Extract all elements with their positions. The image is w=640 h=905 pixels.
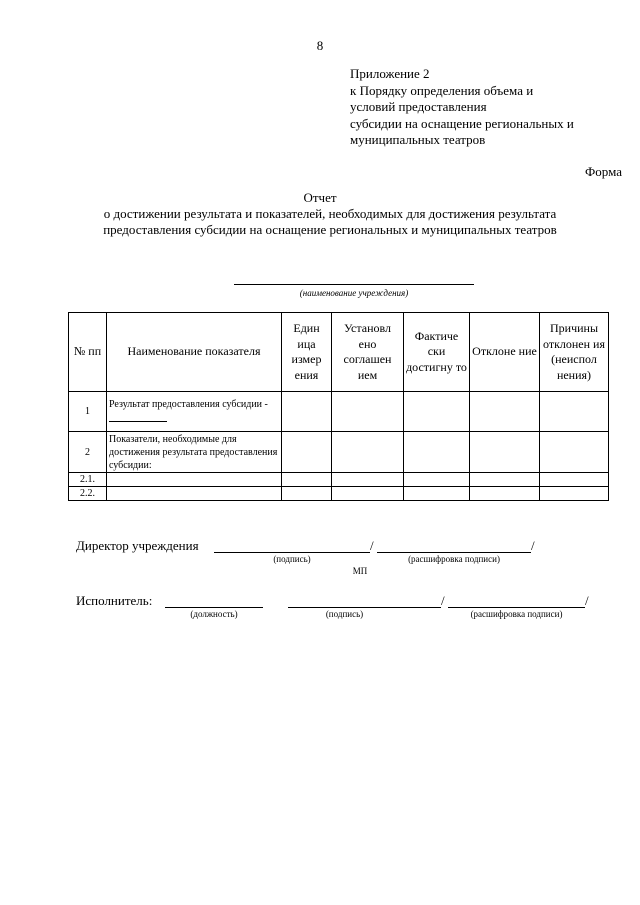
director-decoding-line[interactable] bbox=[377, 552, 531, 553]
appendix-line: к Порядку определения объема и bbox=[350, 82, 534, 98]
page-number: 8 bbox=[316, 38, 324, 53]
col-header-number: № пп bbox=[69, 313, 107, 392]
director-label: Директор учреждения bbox=[76, 538, 199, 553]
cell-actual[interactable] bbox=[404, 392, 470, 432]
cell-unit[interactable] bbox=[282, 473, 332, 487]
cell-unit[interactable] bbox=[282, 392, 332, 432]
executor-signature-line[interactable] bbox=[288, 607, 441, 608]
cell-actual[interactable] bbox=[404, 432, 470, 473]
appendix-note bbox=[350, 66, 574, 149]
executor-position-line[interactable] bbox=[165, 607, 263, 608]
director-signature-line[interactable] bbox=[214, 552, 370, 553]
cell-agreed[interactable] bbox=[332, 392, 404, 432]
slash-separator: / bbox=[585, 593, 589, 608]
appendix-line: муниципальных театров bbox=[350, 132, 486, 148]
row-name-cell bbox=[107, 392, 282, 432]
col-header-actual: Фактиче ски достигну то bbox=[404, 313, 470, 392]
cell-deviation[interactable] bbox=[470, 392, 540, 432]
cell-deviation[interactable] bbox=[470, 473, 540, 487]
cell-deviation[interactable] bbox=[470, 432, 540, 473]
cell-reasons[interactable] bbox=[540, 487, 609, 501]
col-header-deviation: Отклоне ние bbox=[470, 313, 540, 392]
table-row bbox=[69, 487, 609, 501]
executor-decoding-caption: (расшифровка подписи) bbox=[470, 609, 563, 619]
cell-deviation[interactable] bbox=[470, 487, 540, 501]
cell-unit[interactable] bbox=[282, 487, 332, 501]
col-header-agreed: Установл ено соглашен ием bbox=[332, 313, 404, 392]
row-name: Показатели, необходимые для достижения результата предоставления субсидии: bbox=[107, 432, 282, 473]
report-subtitle: о достижении результата и показателей, необходимых для достижения результата предоставления субсидии на оснащение региональных и муниципальных театров bbox=[103, 206, 557, 238]
org-name-caption: (наименование учреждения) bbox=[299, 288, 409, 298]
slash-separator: / bbox=[441, 593, 445, 608]
col-header-reasons: Причины отклонен ия (неиспол нения) bbox=[540, 313, 609, 392]
executor-decoding-line[interactable] bbox=[448, 607, 585, 608]
director-signature-caption: (подпись) bbox=[273, 554, 311, 564]
cell-actual[interactable] bbox=[404, 473, 470, 487]
table-row bbox=[69, 473, 609, 487]
slash-separator: / bbox=[531, 538, 535, 553]
slash-separator: / bbox=[370, 538, 374, 553]
row-number: 2.1. bbox=[69, 473, 107, 487]
cell-reasons[interactable] bbox=[540, 473, 609, 487]
cell-agreed[interactable] bbox=[332, 432, 404, 473]
table-header-row bbox=[69, 313, 609, 392]
executor-signature-caption: (подпись) bbox=[325, 609, 364, 619]
report-table bbox=[68, 312, 609, 501]
stamp-label: МП bbox=[352, 566, 368, 576]
cell-agreed[interactable] bbox=[332, 473, 404, 487]
row-name: Результат предоставления субсидии - bbox=[109, 398, 268, 410]
org-name-line[interactable] bbox=[234, 284, 474, 285]
row-number: 2.2. bbox=[69, 487, 107, 501]
cell-unit[interactable] bbox=[282, 432, 332, 473]
table-row bbox=[69, 392, 609, 432]
appendix-line: субсидии на оснащение региональных и bbox=[350, 115, 574, 131]
result-blank-field[interactable] bbox=[109, 411, 167, 422]
cell-reasons[interactable] bbox=[540, 392, 609, 432]
cell-actual[interactable] bbox=[404, 487, 470, 501]
executor-position-caption: (должность) bbox=[190, 609, 238, 619]
col-header-indicator-name: Наименование показателя bbox=[107, 313, 282, 392]
col-header-unit: Един ица измер ения bbox=[282, 313, 332, 392]
row-name[interactable] bbox=[107, 473, 282, 487]
appendix-line: условий предоставления bbox=[350, 99, 487, 115]
appendix-line: Приложение 2 bbox=[350, 66, 430, 81]
report-title: Отчет bbox=[303, 190, 337, 205]
row-name[interactable] bbox=[107, 487, 282, 501]
form-label: Форма bbox=[585, 164, 622, 179]
table-row bbox=[69, 432, 609, 473]
cell-reasons[interactable] bbox=[540, 432, 609, 473]
row-number: 2 bbox=[69, 432, 107, 473]
executor-label: Исполнитель: bbox=[76, 593, 153, 608]
cell-agreed[interactable] bbox=[332, 487, 404, 501]
director-decoding-caption: (расшифровка подписи) bbox=[408, 554, 500, 564]
row-number: 1 bbox=[69, 392, 107, 432]
